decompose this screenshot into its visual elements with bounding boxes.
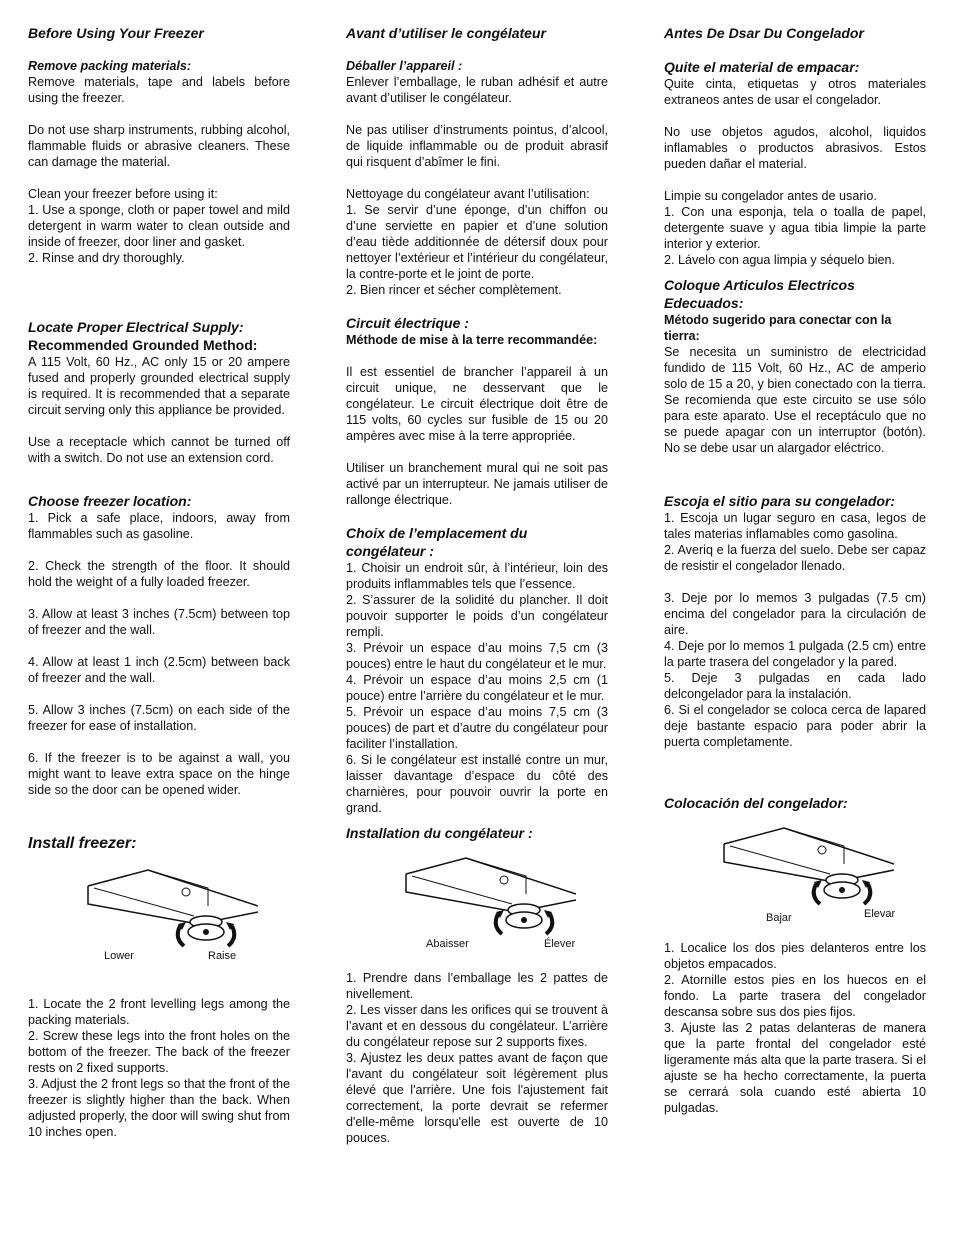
section-title: Choose freezer location: [28,493,192,509]
section-title: Avant d’utiliser le congélateur [346,25,546,41]
list-item: 5. Allow 3 inches (7.5cm) on each side of the freezer for ease of installation. [28,703,290,733]
section-title: Circuit électrique : [346,315,469,331]
paragraph: No use objetos agudos, alcohol, liquidos inflamables o productos abrasivos. Estos pueden dañar el material. [664,125,926,171]
paragraph: Do not use sharp instruments, rubbing alcohol, flammable fluids or abrasive cleaners. These can damage the material. [28,123,290,169]
section-title: Escoja el sitio para su congelador: [664,493,896,509]
paragraph: Nettoyage du congélateur avant l’utilisation: 1. Se servir d’une éponge, d’un chiffon ou d’une serviette en papier et d’une solution d’eau tiède additionnée de détersif doux pour nettoyer l’extérieur et l’intérieur du congélateur, la contre-porte et le joint de porte. 2. Bien rincer et sécher complètement. [346,187,608,297]
subheading: Remove packing materials: [28,59,192,73]
english-column [28,24,290,1140]
figure-label-lower: Bajar [766,912,792,924]
figure-label-lower: Lower [104,950,134,962]
section-title: Antes De Dsar Du Congelador [664,25,864,41]
section-title: Install freezer: [28,835,137,852]
list-item: 1. Pick a safe place, indoors, away from flammables such as gasoline. [28,511,290,541]
paragraph: Remove materials, tape and labels before using the freezer. [28,75,290,105]
paragraph: 1. Prendre dans l’emballage les 2 pattes de nivellement. 2. Les visser dans les orifices qui se trouvent à l’avant et en dessous du congélateur. L’arrière du congélateur repose sur 2 supports fixes. 3. Ajustez les deux pattes avant de façon que l'avant du congélateur soit légèrement plus élevé que l'arrière. Une fois l'ajustement fait correctement, la porte devrait se refermer d'elle-même lorsqu'elle est ouverte de 10 pouces. [346,971,608,1145]
subheading: Método sugerido para conectar con la tierra: [664,313,892,343]
spanish-column [664,24,926,1116]
section-title: Locate Proper Electrical Supply: [28,319,244,335]
subheading: Méthode de mise à la terre recommandée: [346,333,598,347]
paragraph: 1. Locate the 2 front levelling legs among the packing materials. 2. Screw these legs into the front holes on the bottom of the freezer. The back of the freezer rests on 2 fixed supports. 3. Adjust the 2 front legs so that the front of the freezer is slightly higher than the back. When adjusted properly, the door will swing shut from 10 inches open. [28,997,290,1139]
subheading: Déballer l’appareil : [346,59,463,73]
list-item: 2. Check the strength of the floor. It should hold the weight of a fully loaded freezer. [28,559,290,589]
figure-label-raise: Elevar [864,908,896,920]
leveling-leg-figure [664,824,926,924]
french-column [346,24,608,1146]
paragraph: 1. Escoja un lugar seguro en casa, legos de tales materias inflamables como gasolina. 2. Averiq e la fuerza del suelo. Debe ser capaz de resistir el congelador llenado. 3. Deje por lo memos 3 pulgadas (7.5 cm) encima del congelador para la circulación de aire. 4. Deje por lo memos 1 pulgada (2.5 cm) entre la parte trasera del congelador y la pared. 5. Deje 3 pulgadas en cada lado delcongelador para la instalación. 6. Si el congelador se coloca cerca de lapared deje bastante espacio para poder abrir la puerta completamente. [664,511,926,749]
figure-label-lower: Abaisser [426,938,469,950]
paragraph: Limpie su congelador antes de usario. 1. Con una esponja, tela o toalla de papel, detergente suave y agua tibia limpie la parte interior y exterior. 2. Lávelo con agua limpia y séquelo bien. [664,189,926,267]
section-title: Colocación del congelador: [664,795,848,811]
paragraph: Il est essentiel de brancher l’appareil à un circuit unique, ne desservant que le congélateur. Le circuit électrique doit être de 115 volts, 60 cycles sur fusible de 15 ou 20 ampères avec mise à la terre appropriée. [346,365,608,443]
figure-label-raise: Élever [544,938,576,950]
paragraph: Se necesita un suministro de electricidad fundido de 115 Volt, 60 Hz., AC de amperio solo de 15 a 20, y bien conectado con la tierra. Se recomienda que este circuito se use sólo para este aparato. Use el receptáculo que no se puede apagar con un interruptor (botón). No se debe usar un alargador eléctrico. [664,345,926,455]
leveling-leg-figure [28,866,290,966]
paragraph: Enlever l’emballage, le ruban adhésif et autre avant d’utiliser le congélateur. [346,75,608,105]
section-title: Before Using Your Freezer [28,25,204,41]
leveling-leg-figure [346,854,608,954]
paragraph: Clean your freezer before using it: 1. Use a sponge, cloth or paper towel and mild detergent in warm water to clean outside and inside of freezer, door liner and gasket. 2. Rinse and dry thoroughly. [28,187,290,265]
paragraph: Quite cinta, etiquetas y otros materiales extraneos antes de usar el congelador. [664,77,926,107]
list-item: 4. Allow at least 1 inch (2.5cm) between back of freezer and the wall. [28,655,290,685]
paragraph: Utiliser un branchement mural qui ne soit pas activé par un interrupteur. Ne jamais utiliser de rallonge électrique. [346,461,608,507]
section-title: Choix de l’emplacement du congélateur : [346,525,528,559]
subheading: Quite el material de empacar: [664,59,860,75]
list-item: 3. Allow at least 3 inches (7.5cm) between top of freezer and the wall. [28,607,290,637]
paragraph: Ne pas utiliser d’instruments pointus, d’alcool, de liquide inflammable ou de produit abrasif qui risquent d’abîmer le fini. [346,123,608,169]
section-title: Coloque Articulos Electricos Edecuados: [664,277,855,311]
section-title: Installation du congélateur : [346,825,533,841]
list-item: 6. If the freezer is to be against a wall, you might want to leave extra space on the hinge side so the door can be opened wider. [28,751,290,797]
figure-label-raise: Raise [208,950,237,962]
paragraph: A 115 Volt, 60 Hz., AC only 15 or 20 ampere fused and properly grounded electrical supply is required. It is recommended that a separate circuit serving only this appliance be provided. [28,355,290,417]
paragraph: 1. Choisir un endroit sûr, à l’intérieur, loin des produits inflammables tels que l’essence. 2. S’assurer de la solidité du plancher. Il doit pouvoir supporter le poids d’un congélateur rempli. 3. Prévoir un espace d’au moins 7,5 cm (3 pouces) entre le haut du congélateur et le mur. 4. Prévoir un espace d’au moins 2,5 cm (1 pouce) entre l’arrière du congélateur et le mur. 5. Prévoir un espace d’au moins 7,5 cm (3 pouces) de part et d’autre du congélateur pour faciliter l’installation. 6. Si le congélateur est installé contre un mur, laisser davantage d’espace du côté des charnières, pour pouvoir ouvrir la porte en grand. [346,561,608,815]
subheading: Recommended Grounded Method: [28,337,258,353]
paragraph: Use a receptacle which cannot be turned off with a switch. Do not use an extension cord. [28,435,290,465]
paragraph: 1. Localice los dos pies delanteros entre los objetos empacados. 2. Atornille estos pies en los huecos en el fondo. La parte trasera del congelador descansa sobre sus dos pies fijos. 3. Ajuste las 2 patas delanteras de manera que la parte frontal del congelador esté ligeramente más alta que la parte trasera. Si el ajuste se ha hecho correctamente, la puerta se cerrará sola cuando esté abierta 10 pulgadas. [664,941,926,1115]
